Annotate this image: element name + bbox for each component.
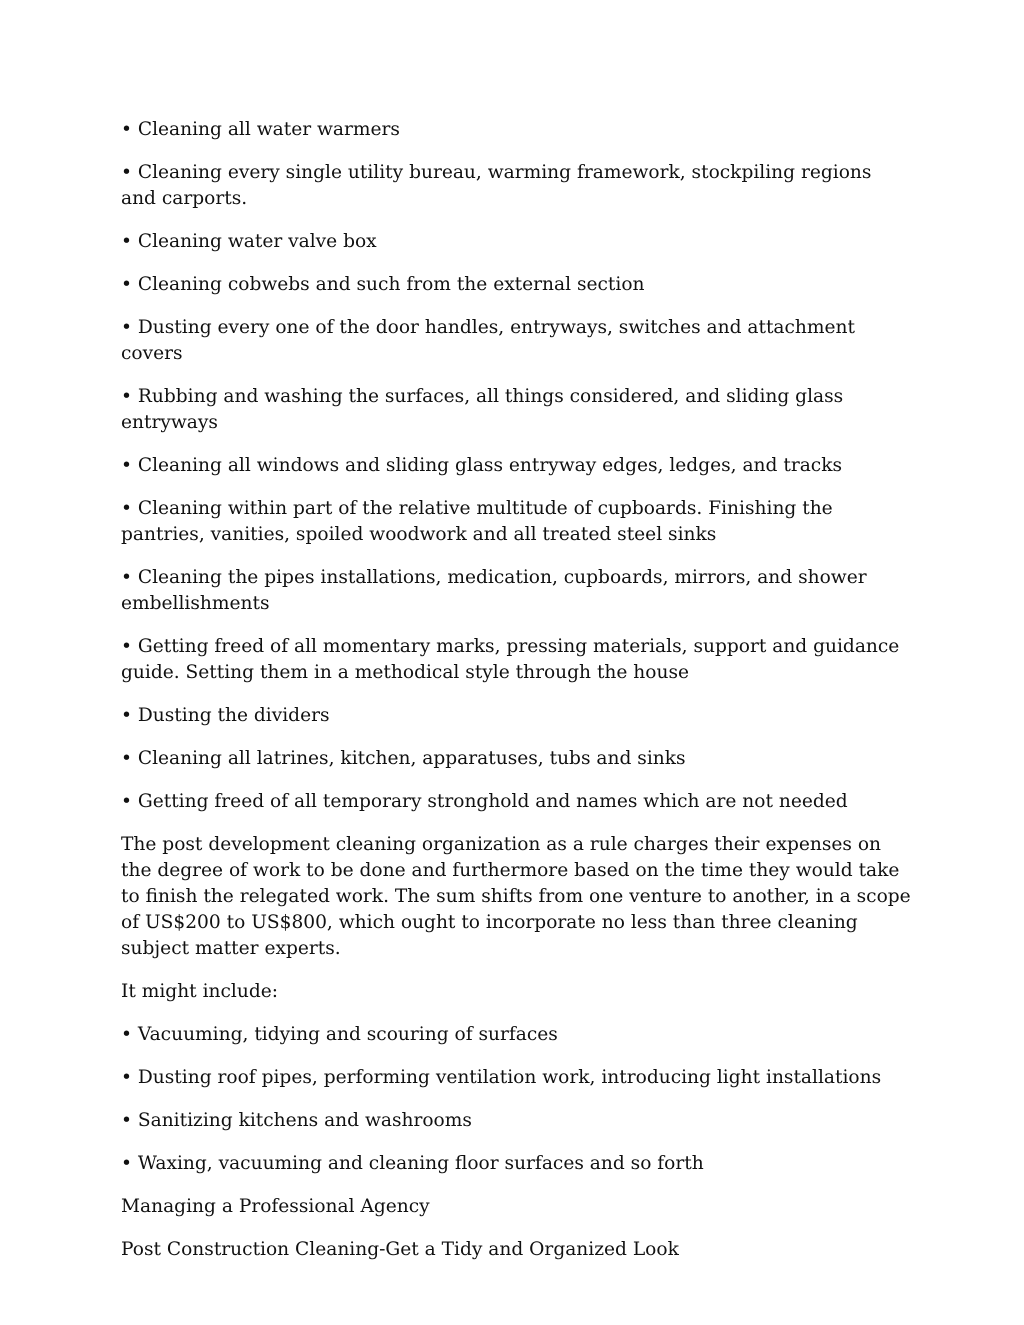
bullet-item-water-valve-box: • Cleaning water valve box [121,231,377,252]
bullet-item-momentary-marks: • Getting freed of all momentary marks, pressing materials, support and guidance guide. Setting them in a methodical style through the house [121,636,900,683]
bullet-item-dividers: • Dusting the dividers [121,705,330,726]
document-body [121,117,911,1280]
bullet-item-utility-bureau: • Cleaning every single utility bureau, warming framework, stockpiling regions and carports. [121,162,872,209]
bullet-item-surfaces: • Rubbing and washing the surfaces, all things considered, and sliding glass entryways [121,386,844,433]
bullet-item-door-handles: • Dusting every one of the door handles, entryways, switches and attachment covers [121,317,855,364]
bullet-item-cobwebs: • Cleaning cobwebs and such from the external section [121,274,645,295]
bullet-item-pipes-installations: • Cleaning the pipes installations, medication, cupboards, mirrors, and shower embellishments [121,567,867,614]
section-heading-managing-agency: Managing a Professional Agency [121,1196,430,1217]
bullet-item-water-warmers: • Cleaning all water warmers [121,119,400,140]
bullet-item-roof-pipes: • Dusting roof pipes, performing ventilation work, introducing light installations [121,1067,882,1088]
bullet-item-cupboards: • Cleaning within part of the relative multitude of cupboards. Finishing the pantries, vanities, spoiled woodwork and all treated steel sinks [121,498,833,545]
bullet-item-latrines: • Cleaning all latrines, kitchen, apparatuses, tubs and sinks [121,748,686,769]
section-heading-post-construction: Post Construction Cleaning-Get a Tidy and Organized Look [121,1239,679,1260]
bullet-item-sanitizing: • Sanitizing kitchens and washrooms [121,1110,472,1131]
bullet-item-temporary-stronghold: • Getting freed of all temporary stronghold and names which are not needed [121,791,848,812]
bullet-item-waxing: • Waxing, vacuuming and cleaning floor surfaces and so forth [121,1153,704,1174]
bullet-item-vacuuming: • Vacuuming, tidying and scouring of surfaces [121,1024,558,1045]
pricing-paragraph: The post development cleaning organization as a rule charges their expenses on the degree of work to be done and furthermore based on the time they would take to finish the relegated work. The sum shifts from one venture to another, in a scope of US$200 to US$800, which ought to incorporate no less than three cleaning subject matter experts. [121,834,911,959]
bullet-item-windows: • Cleaning all windows and sliding glass entryway edges, ledges, and tracks [121,455,843,476]
include-intro: It might include: [121,981,278,1002]
